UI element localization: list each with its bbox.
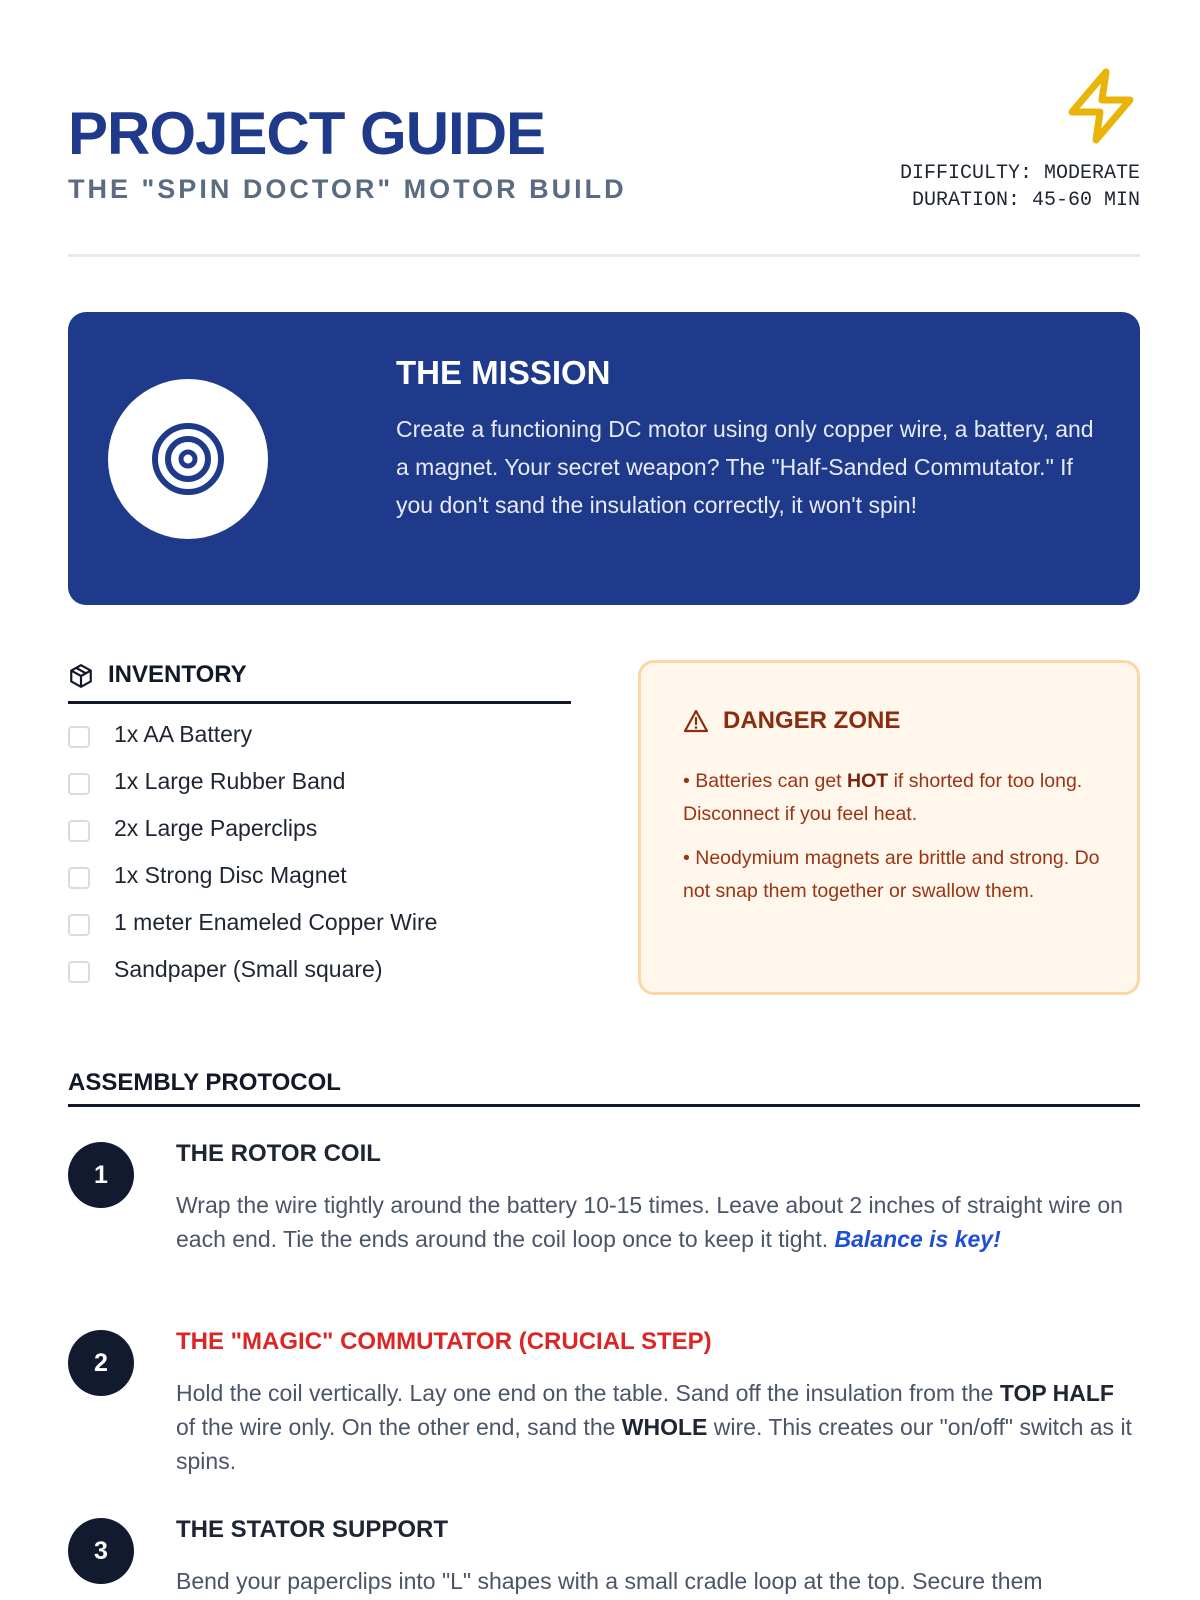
difficulty-label: DIFFICULTY: MODERATE: [899, 162, 1140, 185]
step-title: THE "MAGIC" COMMUTATOR (CRUCIAL STEP): [176, 1328, 712, 1355]
step-title: THE STATOR SUPPORT: [176, 1516, 449, 1543]
inventory-item[interactable]: [68, 717, 571, 764]
inventory-item[interactable]: [68, 952, 571, 999]
inventory-item[interactable]: [68, 905, 571, 952]
step-number-badge: 3: [68, 1518, 134, 1584]
item-checkbox[interactable]: [68, 726, 90, 748]
warning-triangle-icon: [683, 709, 709, 733]
inventory-header: [68, 655, 571, 704]
inventory-item[interactable]: [68, 858, 571, 905]
mission-title: THE MISSION: [396, 354, 611, 391]
inventory-item-label: Sandpaper (Small square): [114, 956, 383, 982]
danger-text: if shorted for too long. Disconnect if you feel heat.: [683, 770, 1083, 825]
page-subtitle: THE "SPIN DOCTOR" MOTOR BUILD: [68, 174, 627, 204]
danger-emphasis: HOT: [847, 770, 889, 792]
danger-text: • Batteries can get: [683, 770, 847, 792]
danger-header: [683, 705, 1103, 737]
inventory-title: INVENTORY: [108, 661, 247, 688]
inventory-item-label: 1x Strong Disc Magnet: [114, 862, 347, 888]
header-divider: [68, 254, 1140, 257]
guide-header: [68, 0, 1140, 258]
assembly-header: [68, 1061, 1140, 1107]
item-checkbox[interactable]: [68, 867, 90, 889]
step-emphasis: TOP HALF: [999, 1380, 1114, 1406]
danger-item: [683, 765, 1103, 830]
lightning-bolt-icon: [1062, 66, 1140, 146]
danger-item: • Neodymium magnets are brittle and strong. Do not snap them together or swallow them.: [683, 847, 1100, 902]
item-checkbox[interactable]: [68, 961, 90, 983]
inventory-item-label: 1x Large Rubber Band: [114, 768, 346, 794]
mission-card: [68, 312, 1140, 605]
step-emphasis: WHOLE: [621, 1414, 708, 1440]
inventory-item[interactable]: [68, 811, 571, 858]
step-text: Hold the coil vertically. Lay one end on the table. Sand off the insulation from the: [176, 1380, 1000, 1406]
step-description: [176, 1188, 1136, 1256]
mission-badge: [108, 379, 268, 539]
inventory-section: [68, 655, 571, 982]
step-description: [176, 1376, 1136, 1478]
target-icon: [150, 421, 226, 497]
step-text: of the wire only. On the other end, sand the: [176, 1414, 622, 1440]
danger-zone-card: [638, 660, 1140, 995]
duration-label: DURATION: 45-60 MIN: [911, 189, 1140, 212]
step-emphasis: Balance is key!: [834, 1226, 1001, 1252]
step-title: THE ROTOR COIL: [176, 1140, 381, 1167]
step-number-badge: 2: [68, 1330, 134, 1396]
project-guide-page: [68, 0, 1140, 1600]
inventory-item[interactable]: [68, 764, 571, 811]
item-checkbox[interactable]: [68, 820, 90, 842]
item-checkbox[interactable]: [68, 773, 90, 795]
item-checkbox[interactable]: [68, 914, 90, 936]
inventory-item-label: 1 meter Enameled Copper Wire: [114, 909, 438, 935]
step-text: Wrap the wire tightly around the battery 10-15 times. Leave about 2 inches of straight wire on each end. Tie the ends around the coil loop once to keep it tight.: [176, 1192, 1123, 1252]
page-title: PROJECT GUIDE: [68, 100, 546, 167]
step-number-badge: 1: [68, 1142, 134, 1208]
box-icon: [68, 663, 94, 689]
inventory-item-label: 1x AA Battery: [114, 721, 253, 747]
mission-description: Create a functioning DC motor using only copper wire, a battery, and a magnet. Your secret weapon? The "Half-Sanded Commutator." If you don't sand the insulation correctly, it won't spin!: [396, 416, 1094, 518]
project-meta: [900, 160, 1140, 214]
inventory-list: [68, 717, 571, 999]
step-text: wire. This creates our "on/off" switch as it spins.: [176, 1414, 1132, 1474]
step-description: Bend your paperclips into "L" shapes with a small cradle loop at the top. Secure them: [176, 1568, 1043, 1594]
danger-title: DANGER ZONE: [723, 707, 901, 734]
inventory-item-label: 2x Large Paperclips: [114, 815, 318, 841]
danger-list: [683, 765, 1103, 919]
assembly-title: ASSEMBLY PROTOCOL: [68, 1069, 341, 1096]
